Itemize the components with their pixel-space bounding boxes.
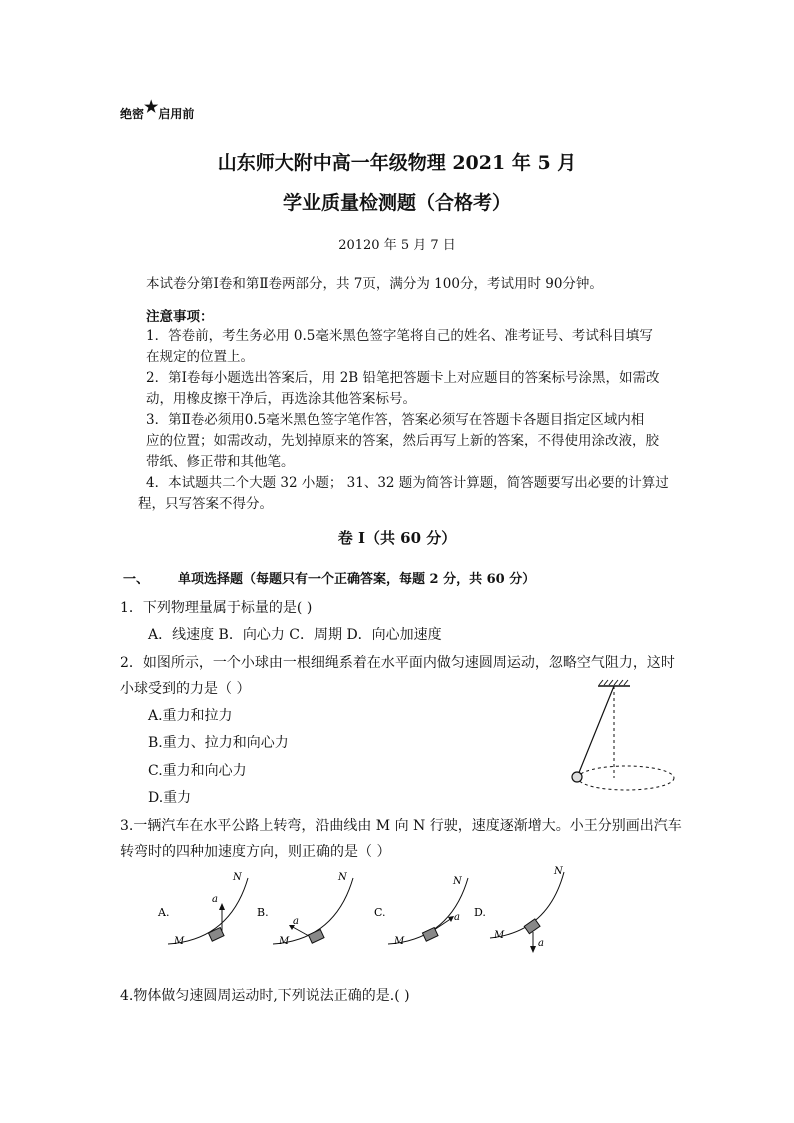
part-number: 一、 <box>123 572 150 587</box>
label-n: N <box>338 872 347 883</box>
confidential-text: 绝密 <box>120 107 145 121</box>
label-a: a <box>293 916 299 927</box>
label-m: M <box>174 936 185 947</box>
conical-pendulum-figure <box>560 678 680 798</box>
label-n: N <box>233 872 242 883</box>
note-3-line3: 带纸、修正带和其他笔。 <box>146 454 295 470</box>
question-3-line1: 3.一辆汽车在水平公路上转弯，沿曲线由 M 向 N 行驶，速度逐渐增大。小王分别画出汽车 <box>120 818 682 834</box>
label-m: M <box>494 930 505 941</box>
before-use-text: 启用前 <box>158 107 195 121</box>
car-block <box>208 928 224 942</box>
car-block <box>524 919 540 934</box>
q3-figure-a <box>150 870 260 955</box>
note-1-line1: 1．答卷前，考生务必用 0.5毫米黑色签字笔将自己的姓名、准考证号、考试科目填写 <box>146 328 653 344</box>
acceleration-arrow <box>291 926 309 936</box>
section-title: 卷 I（共 60 分） <box>337 529 457 547</box>
question-2-option-a: A.重力和拉力 <box>148 708 233 724</box>
note-3-line2: 应的位置；如需改动，先划掉原来的答案，然后再写上新的答案，不得使用涂改液，胶 <box>146 433 659 449</box>
note-2-line1: 2．第Ⅰ卷每小题选出答案后，用 2B 铅笔把答题卡上对应题目的答案标号涂黑，如需改 <box>146 370 660 386</box>
part-title: 单项选择题（每题只有一个正确答案，每题 2 分，共 60 分） <box>178 572 536 587</box>
road-curve <box>168 878 248 944</box>
exam-title-line2: 学业质量检测题（合格考） <box>282 192 511 214</box>
ceiling-hatching <box>599 680 628 685</box>
pendulum-string <box>578 686 614 775</box>
note-1-line2: 在规定的位置上。 <box>146 349 254 365</box>
notes-heading: 注意事项： <box>146 309 214 325</box>
arrowhead-icon <box>530 946 536 953</box>
note-4-line2: 程，只写答案不得分。 <box>138 496 273 512</box>
question-1-options: A．线速度 B．向心力 C．周期 D．向心加速度 <box>148 627 442 643</box>
label-a: a <box>212 894 218 905</box>
q3-figure-d-option: D. <box>474 906 486 919</box>
label-a: a <box>454 912 460 923</box>
question-1: 1．下列物理量属于标量的是( ) <box>120 600 313 616</box>
q3-figure-a-option: A. <box>158 906 170 919</box>
car-block <box>422 928 438 942</box>
q3-figure-b-option: B. <box>257 906 269 919</box>
question-3-line2: 转弯时的四种加速度方向，则正确的是（ ） <box>120 844 391 860</box>
label-m: M <box>394 936 405 947</box>
label-m: M <box>279 936 290 947</box>
confidential-label <box>120 97 195 122</box>
label-n: N <box>453 876 462 887</box>
question-4: 4.物体做匀速圆周运动时,下列说法正确的是.( ) <box>120 988 410 1004</box>
question-2-option-d: D.重力 <box>148 790 192 806</box>
q3-figure-c-option: C. <box>374 906 386 919</box>
label-n: N <box>554 866 563 877</box>
q3-figure-b <box>255 870 365 955</box>
circular-path <box>578 766 674 790</box>
q3-figure-c <box>370 870 480 955</box>
car-block <box>308 930 324 944</box>
note-2-line2: 动，用橡皮擦干净后，再选涂其他答案标号。 <box>146 391 416 407</box>
exam-title-line1: 山东师大附中高一年级物理 2021 年 5 月 <box>217 152 577 174</box>
note-3-line1: 3．第Ⅱ卷必须用0.5毫米黑色签字笔作答，答案必须写在答题卡各题目指定区域内相 <box>146 412 645 428</box>
arrowhead-icon <box>219 903 225 910</box>
pendulum-ball <box>572 772 582 782</box>
q3-figure-d <box>470 866 580 956</box>
acceleration-arrow <box>434 918 452 930</box>
question-2-option-c: C.重力和向心力 <box>148 763 247 779</box>
exam-date: 20120 年 5 月 7 日 <box>338 238 456 253</box>
exam-intro: 本试卷分第Ⅰ卷和第Ⅱ卷两部分，共 7页，满分为 100分，考试用时 90分钟。 <box>146 276 603 292</box>
question-2-option-b: B.重力、拉力和向心力 <box>148 735 289 751</box>
star-icon: ★ <box>144 97 159 116</box>
note-4-line1: 4．本试题共二个大题 32 小题； 31、32 题为简答计算题，简答题要写出必要的计算过 <box>146 475 669 491</box>
question-2-line2: 小球受到的力是（ ） <box>120 681 251 697</box>
question-2-line1: 2．如图所示，一个小球由一根细绳系着在水平面内做匀速圆周运动，忽略空气阻力，这时 <box>120 655 675 671</box>
label-a: a <box>538 938 544 949</box>
